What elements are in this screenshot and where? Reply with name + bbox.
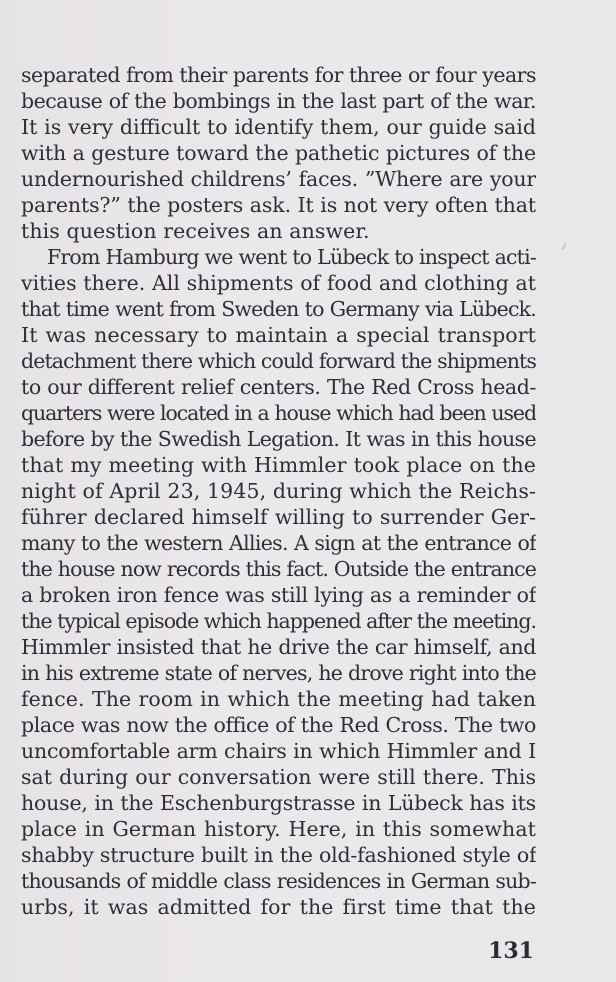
text-line: parents?” the posters ask. It is not very often that xyxy=(21,193,536,217)
text-line: Himmler insisted that he drive the car himself, and xyxy=(21,635,536,659)
text-line: separated from their parents for three or four years xyxy=(21,63,536,87)
text-line: urbs, it was admitted for the first time that the xyxy=(21,895,536,919)
text-line: uncomfortable arm chairs in which Himmler and I xyxy=(21,739,536,763)
text-line: the typical episode which happened after the meeting. xyxy=(21,609,536,633)
text-line: because of the bombings in the last part of the war. xyxy=(21,89,536,113)
text-line: that my meeting with Himmler took place on the xyxy=(21,453,536,477)
text-line: shabby structure built in the old-fashioned style of xyxy=(21,843,536,867)
text-line: with a gesture toward the pathetic pictures of the xyxy=(21,141,536,165)
page-number: 131 xyxy=(488,938,534,964)
text-line: führer declared himself willing to surrender Ger- xyxy=(21,505,536,529)
text-line: undernourished childrens’ faces. ”Where are your xyxy=(21,167,536,191)
text-line: to our different relief centers. The Red Cross head- xyxy=(21,375,536,399)
text-line: place was now the office of the Red Cross. The two xyxy=(21,713,536,737)
text-line: thousands of middle class residences in German sub- xyxy=(21,869,536,893)
text-line: house, in the Eschenburgstrasse in Lübeck has its xyxy=(21,791,536,815)
paragraph-end-line: this question receives an answer. xyxy=(21,219,370,243)
text-line: quarters were located in a house which had been used xyxy=(21,401,536,425)
text-line: night of April 23, 1945, during which the Reichs- xyxy=(21,479,536,503)
text-line: place in German history. Here, in this somewhat xyxy=(21,817,536,841)
text-line: many to the western Allies. A sign at the entrance of xyxy=(21,531,536,555)
text-line: detachment there which could forward the shipments xyxy=(21,349,536,373)
paper-speck xyxy=(561,243,566,250)
text-line: sat during our conversation were still there. This xyxy=(21,765,536,789)
text-line: a broken iron fence was still lying as a reminder of xyxy=(21,583,536,607)
text-line: the house now records this fact. Outside the entrance xyxy=(21,557,536,581)
body-text xyxy=(21,62,536,920)
text-line: It is very difficult to identify them, our guide said xyxy=(21,115,536,139)
text-line: vities there. All shipments of food and clothing at xyxy=(21,271,536,295)
text-line: before by the Swedish Legation. It was in this house xyxy=(21,427,536,451)
text-line: It was necessary to maintain a special transport xyxy=(21,323,536,347)
paragraph-start-line: From Hamburg we went to Lübeck to inspect acti- xyxy=(47,245,536,269)
text-line: in his extreme state of nerves, he drove right into the xyxy=(21,661,536,685)
text-line: fence. The room in which the meeting had taken xyxy=(21,687,536,711)
text-line: that time went from Sweden to Germany via Lübeck. xyxy=(21,297,536,321)
